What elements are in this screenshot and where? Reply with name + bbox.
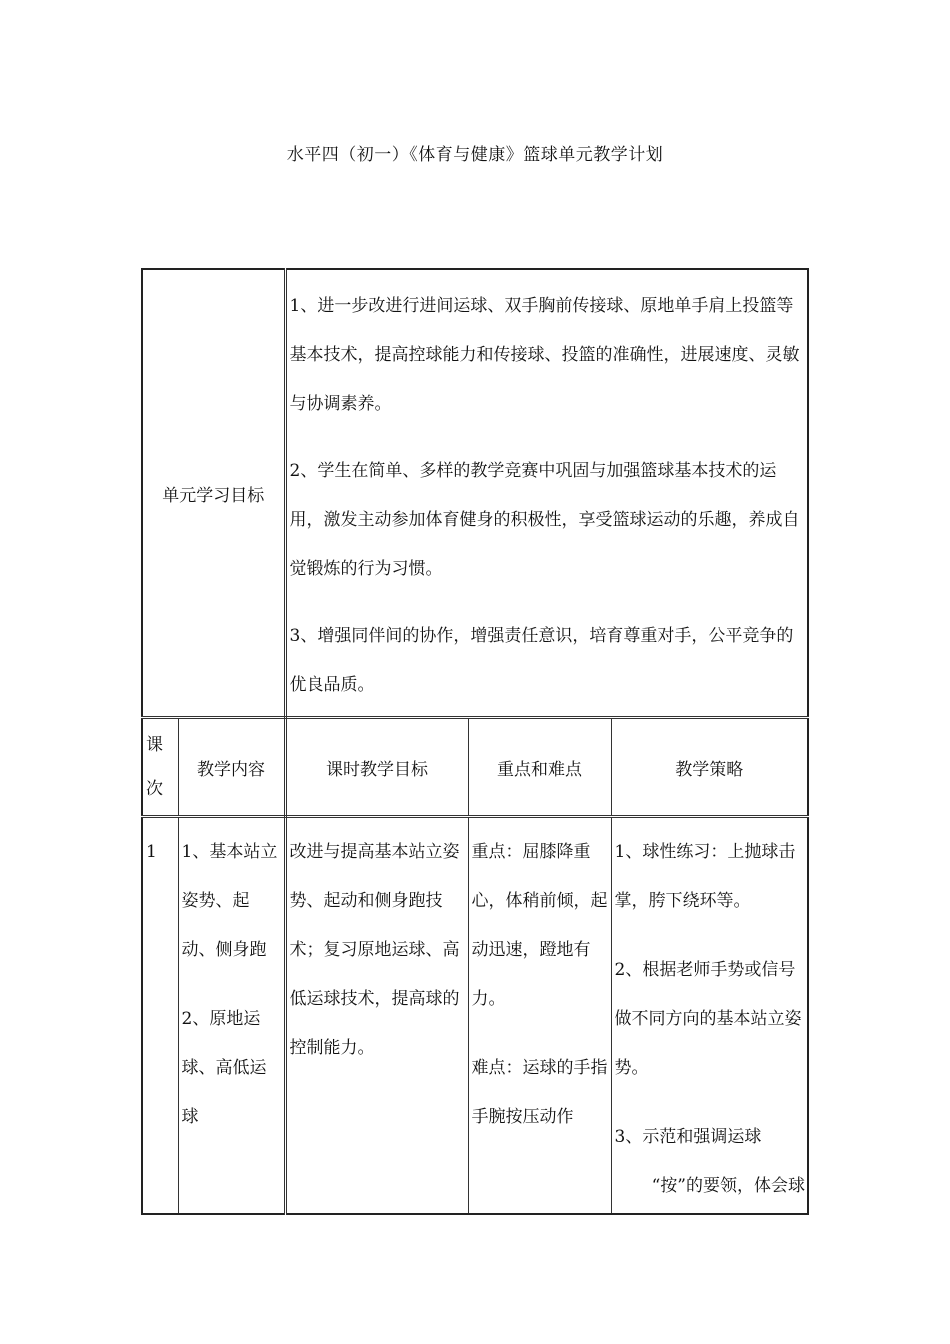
header-lesson-no: 课次 — [142, 718, 178, 817]
lesson-key-points — [468, 817, 611, 1215]
page-title: 水平四（初一）《体育与健康》篮球单元教学计划 — [286, 145, 664, 165]
key-point-item: 重点：屈膝降重心，体稍前倾，起动迅速，蹬地有力。 — [471, 842, 608, 1009]
teaching-plan-table — [141, 268, 809, 1215]
unit-goals-row — [142, 269, 808, 718]
strategy-item-continued: “按”的要领，体会球 — [651, 1176, 805, 1196]
key-point-item: 难点：运球的手指手腕按压动作 — [471, 1058, 608, 1127]
strategy-item: 2、根据老师手势或信号做不同方向的基本站立姿势。 — [614, 960, 802, 1078]
unit-goals-text — [285, 269, 808, 718]
header-objective: 课时教学目标 — [285, 718, 468, 817]
lesson-content — [178, 817, 285, 1215]
table-row — [142, 817, 808, 1215]
header-row — [142, 718, 808, 817]
unit-goal-item: 3、增强同伴间的协作，增强责任意识，培育尊重对手，公平竞争的优良品质。 — [289, 626, 794, 695]
content-item: 1、基本站立姿势、起动、侧身跑 — [181, 842, 278, 960]
lesson-number: 1 — [142, 817, 178, 1215]
header-key-points: 重点和难点 — [468, 718, 611, 817]
strategy-item: 1、球性练习：上抛球击掌，胯下绕环等。 — [614, 842, 796, 911]
header-content: 教学内容 — [178, 718, 285, 817]
unit-goal-item: 1、进一步改进行进间运球、双手胸前传接球、原地单手肩上投篮等基本技术，提高控球能力和传接球、投篮的准确性，进展速度、灵敏与协调素养。 — [289, 296, 800, 414]
header-strategy: 教学策略 — [611, 718, 808, 817]
unit-goals-label: 单元学习目标 — [142, 269, 285, 718]
content-item: 2、原地运球、高低运球 — [181, 1009, 267, 1127]
lesson-strategy — [611, 817, 808, 1215]
strategy-item: 3、示范和强调运球 — [614, 1127, 762, 1147]
unit-goal-item: 2、学生在简单、多样的教学竞赛中巩固与加强篮球基本技术的运用，激发主动参加体育健身的积极性，享受篮球运动的乐趣，养成自觉锻炼的行为习惯。 — [289, 461, 800, 579]
lesson-objective: 改进与提高基本站立姿势、起动和侧身跑技术；复习原地运球、高低运球技术，提高球的控制能力。 — [285, 817, 468, 1215]
